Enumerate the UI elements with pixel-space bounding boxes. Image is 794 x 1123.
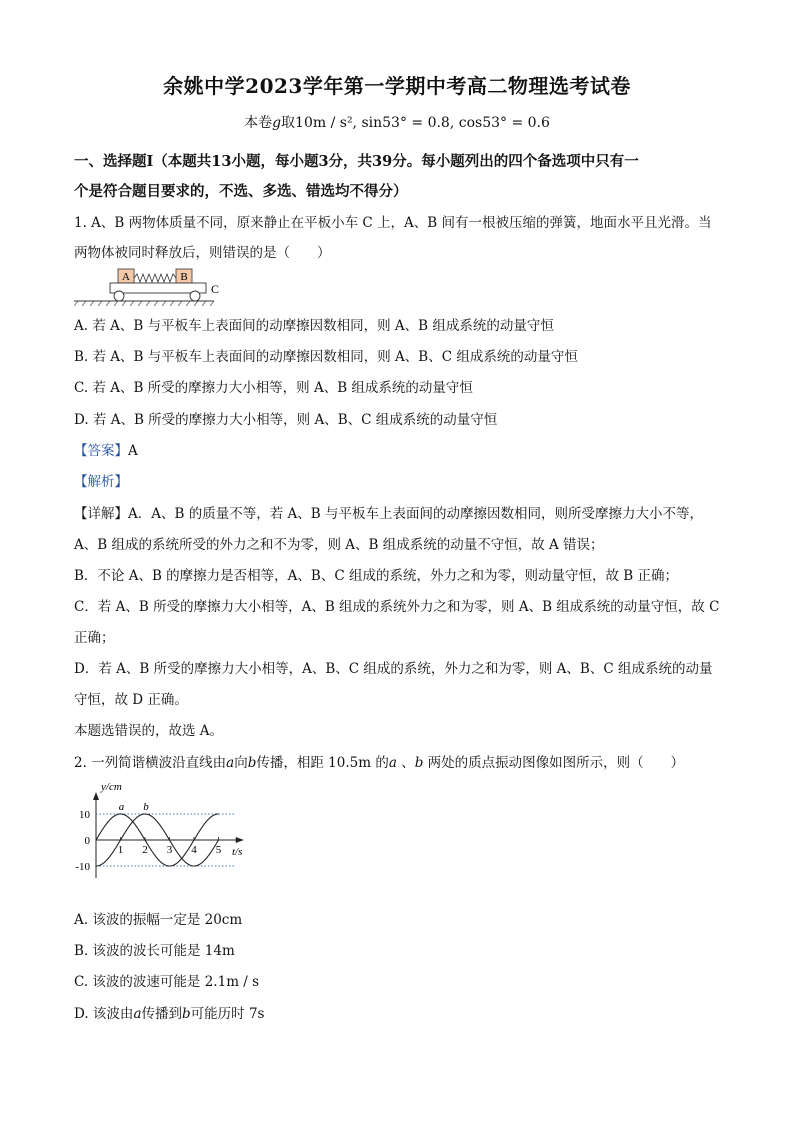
answer-tag: 【答案】	[74, 443, 128, 459]
detail-tag: 【详解】	[74, 506, 128, 522]
q1-detail-line1	[74, 504, 724, 524]
q1-option-a: A. 若 A、B 与平板车上表面间的动摩擦因数相同，则 A、B 组成系统的动量守恒	[74, 318, 554, 334]
q1-option-c: C. 若 A、B 所受的摩擦力大小相等，则 A、B 组成系统的动量守恒	[74, 380, 473, 396]
q2-stem-part4: 、	[396, 755, 415, 771]
q2-option-a: A. 该波的振幅一定是 20cm	[74, 912, 243, 928]
q1-cart-figure	[74, 266, 234, 312]
cart-label-c: C	[211, 282, 220, 296]
ground-hatching	[74, 301, 214, 306]
q1-stem-line2: 两物体被同时释放后，则错误的是（ ）	[74, 245, 331, 261]
x-axis-label: t/s	[232, 846, 243, 858]
y-tick-label: -10	[75, 861, 90, 873]
block-b-label: B	[180, 271, 188, 283]
q2-stem-part2: 向	[234, 755, 248, 771]
q2-option-d-part3: 可能历时 7s	[190, 1006, 265, 1022]
q2-point-a-2: a	[388, 755, 397, 771]
y-axis-label: y/cm	[101, 781, 122, 793]
q1-option-b: B. 若 A、B 与平板车上表面间的动摩擦因数相同，则 A、B、C 组成系统的动量守恒	[74, 349, 578, 365]
section-heading-line2: 个是符合题目要求的，不选、多选、错选均不得分）	[74, 183, 408, 200]
q2-point-b: b	[247, 755, 257, 771]
q2-option-b: B. 该波的波长可能是 14m	[74, 943, 235, 959]
y-axis-arrow	[93, 792, 99, 800]
x-tick-label: 2	[142, 844, 148, 856]
q2-point-a: a	[226, 755, 235, 771]
cart-wheel-right	[190, 291, 200, 301]
q2-option-d-part1: D. 该波由	[74, 1006, 134, 1022]
q1-answer	[74, 441, 724, 461]
q2-option-c: C. 该波的波速可能是 2.1m / s	[74, 974, 260, 990]
q1-detail-line7: 守恒，故 D 正确。	[74, 692, 188, 708]
q2-option-d-point-a: a	[133, 1006, 142, 1022]
q2-stem-part1: 2. 一列简谐横波沿直线由	[74, 755, 227, 771]
q2-option-d	[74, 1004, 724, 1024]
series-label-a: a	[118, 801, 125, 813]
y-tick-label: 0	[84, 835, 90, 847]
q1-detail-line5: 正确；	[74, 630, 115, 646]
q1-detail-line2: A、B 组成的系统所受的外力之和不为零，则 A、B 组成系统的动量不守恒，故 A 错误；	[74, 537, 604, 553]
exam-subtitle	[0, 112, 794, 132]
x-tick-label: 5	[215, 844, 222, 856]
section-heading-line1: 一、选择题Ⅰ（本题共13小题，每小题3分，共39分。每小题列出的四个备选项中只有一	[74, 153, 639, 170]
subtitle-g-symbol: g	[272, 115, 282, 131]
subtitle-prefix: 本卷	[244, 115, 273, 131]
x-axis-arrow	[236, 837, 244, 843]
x-tick-label: 4	[191, 844, 197, 856]
q1-conclusion: 本题选错误的，故选 A。	[74, 723, 224, 739]
q2-stem	[74, 753, 724, 773]
q2-option-d-part2: 传播到	[141, 1006, 182, 1022]
q2-option-d-point-b: b	[182, 1006, 191, 1022]
q2-stem-part3: 传播，相距 10.5m 的	[256, 755, 389, 771]
cart-board	[110, 283, 206, 293]
q1-stem-line1: 1. A、B 两物体质量不同，原来静止在平板小车 C 上，A、B 间有一根被压缩的弹簧，地面水平且光滑。当	[74, 215, 712, 231]
q1-option-d: D. 若 A、B 所受的摩擦力大小相等，则 A、B、C 组成系统的动量守恒	[74, 412, 498, 428]
x-tick-label: 3	[166, 844, 173, 856]
q1-detail-line3: B．不论 A、B 的摩擦力是否相等，A、B、C 组成的系统，外力之和为零，则动量守恒，故 B 正确；	[74, 568, 678, 584]
block-a-label: A	[122, 271, 130, 283]
q1-detail-line4: C．若 A、B 所受的摩擦力大小相等，A、B 组成的系统外力之和为零，则 A、B 组成系统的动量守恒，故 C	[74, 599, 720, 615]
answer-value: A	[128, 443, 138, 459]
series-label-b: b	[143, 801, 149, 813]
q1-analysis-heading	[74, 472, 724, 492]
exam-title: 余姚中学2023学年第一学期中考高二物理选考试卷	[163, 74, 631, 98]
q1-detail-line6: D．若 A、B 所受的摩擦力大小相等，A、B、C 组成的系统，外力之和为零，则 A、B、C 组成系统的动量	[74, 661, 713, 677]
detail-text-1: A．A、B 的质量不等，若 A、B 与平板车上表面间的动摩擦因数相同，则所受摩擦力大小不等，	[128, 506, 703, 522]
subtitle-constants: 取10m / s², sin53° = 0.8, cos53° = 0.6	[281, 115, 550, 131]
q2-point-b-2: b	[414, 755, 424, 771]
vibration-graph	[68, 776, 258, 898]
y-tick-label: 10	[79, 809, 90, 821]
q2-stem-part5: 两处的质点振动图像如图所示，则（ ）	[423, 755, 685, 771]
x-tick-label: 1	[117, 844, 124, 856]
analysis-tag: 【解析】	[74, 474, 128, 490]
compressed-spring	[134, 274, 176, 282]
cart-wheel-left	[114, 291, 124, 301]
